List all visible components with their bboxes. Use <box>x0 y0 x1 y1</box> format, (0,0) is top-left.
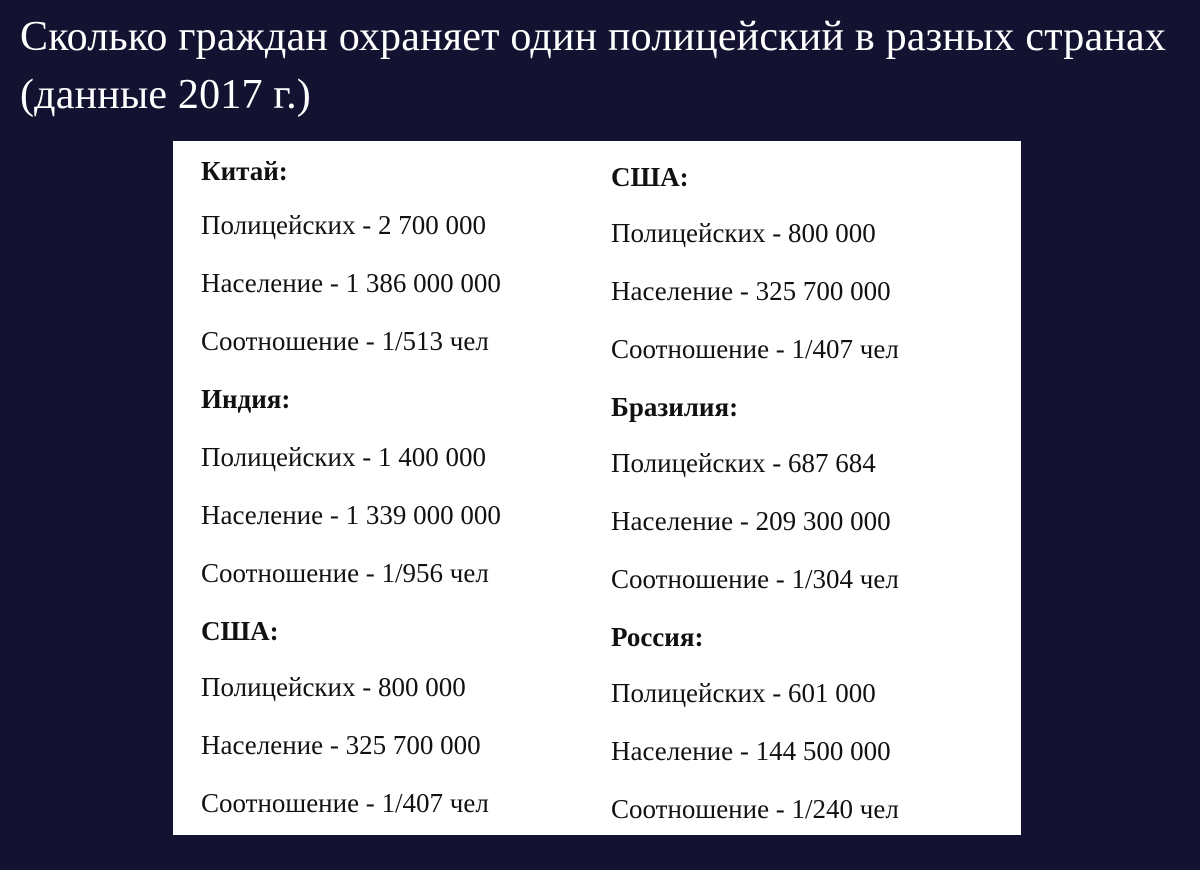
population: Население - 1 339 000 000 <box>201 500 501 530</box>
country-heading: Россия: <box>611 622 704 652</box>
stats-card <box>173 141 1021 835</box>
police-count: Полицейских - 687 684 <box>611 448 876 478</box>
police-count: Полицейских - 2 700 000 <box>201 210 486 240</box>
police-count: Полицейских - 800 000 <box>611 218 876 248</box>
country-heading: США: <box>201 616 279 646</box>
population: Население - 325 700 000 <box>611 276 891 306</box>
ratio: Соотношение - 1/513 чел <box>201 326 489 356</box>
police-count: Полицейских - 1 400 000 <box>201 442 486 472</box>
ratio: Соотношение - 1/407 чел <box>201 788 489 818</box>
ratio: Соотношение - 1/956 чел <box>201 558 489 588</box>
police-count: Полицейских - 800 000 <box>201 672 466 702</box>
population: Население - 1 386 000 000 <box>201 268 501 298</box>
page-title: Сколько граждан охраняет один полицейский в разных странах (данные 2017 г.) <box>20 14 1167 118</box>
police-count: Полицейских - 601 000 <box>611 678 876 708</box>
population: Население - 209 300 000 <box>611 506 891 536</box>
country-heading: США: <box>611 162 689 192</box>
ratio: Соотношение - 1/407 чел <box>611 334 899 364</box>
population: Население - 144 500 000 <box>611 736 891 766</box>
country-heading: Китай: <box>201 156 288 186</box>
ratio: Соотношение - 1/304 чел <box>611 564 899 594</box>
country-heading: Бразилия: <box>611 392 739 422</box>
population: Население - 325 700 000 <box>201 730 481 760</box>
country-heading: Индия: <box>201 384 291 414</box>
ratio: Соотношение - 1/240 чел <box>611 794 899 824</box>
